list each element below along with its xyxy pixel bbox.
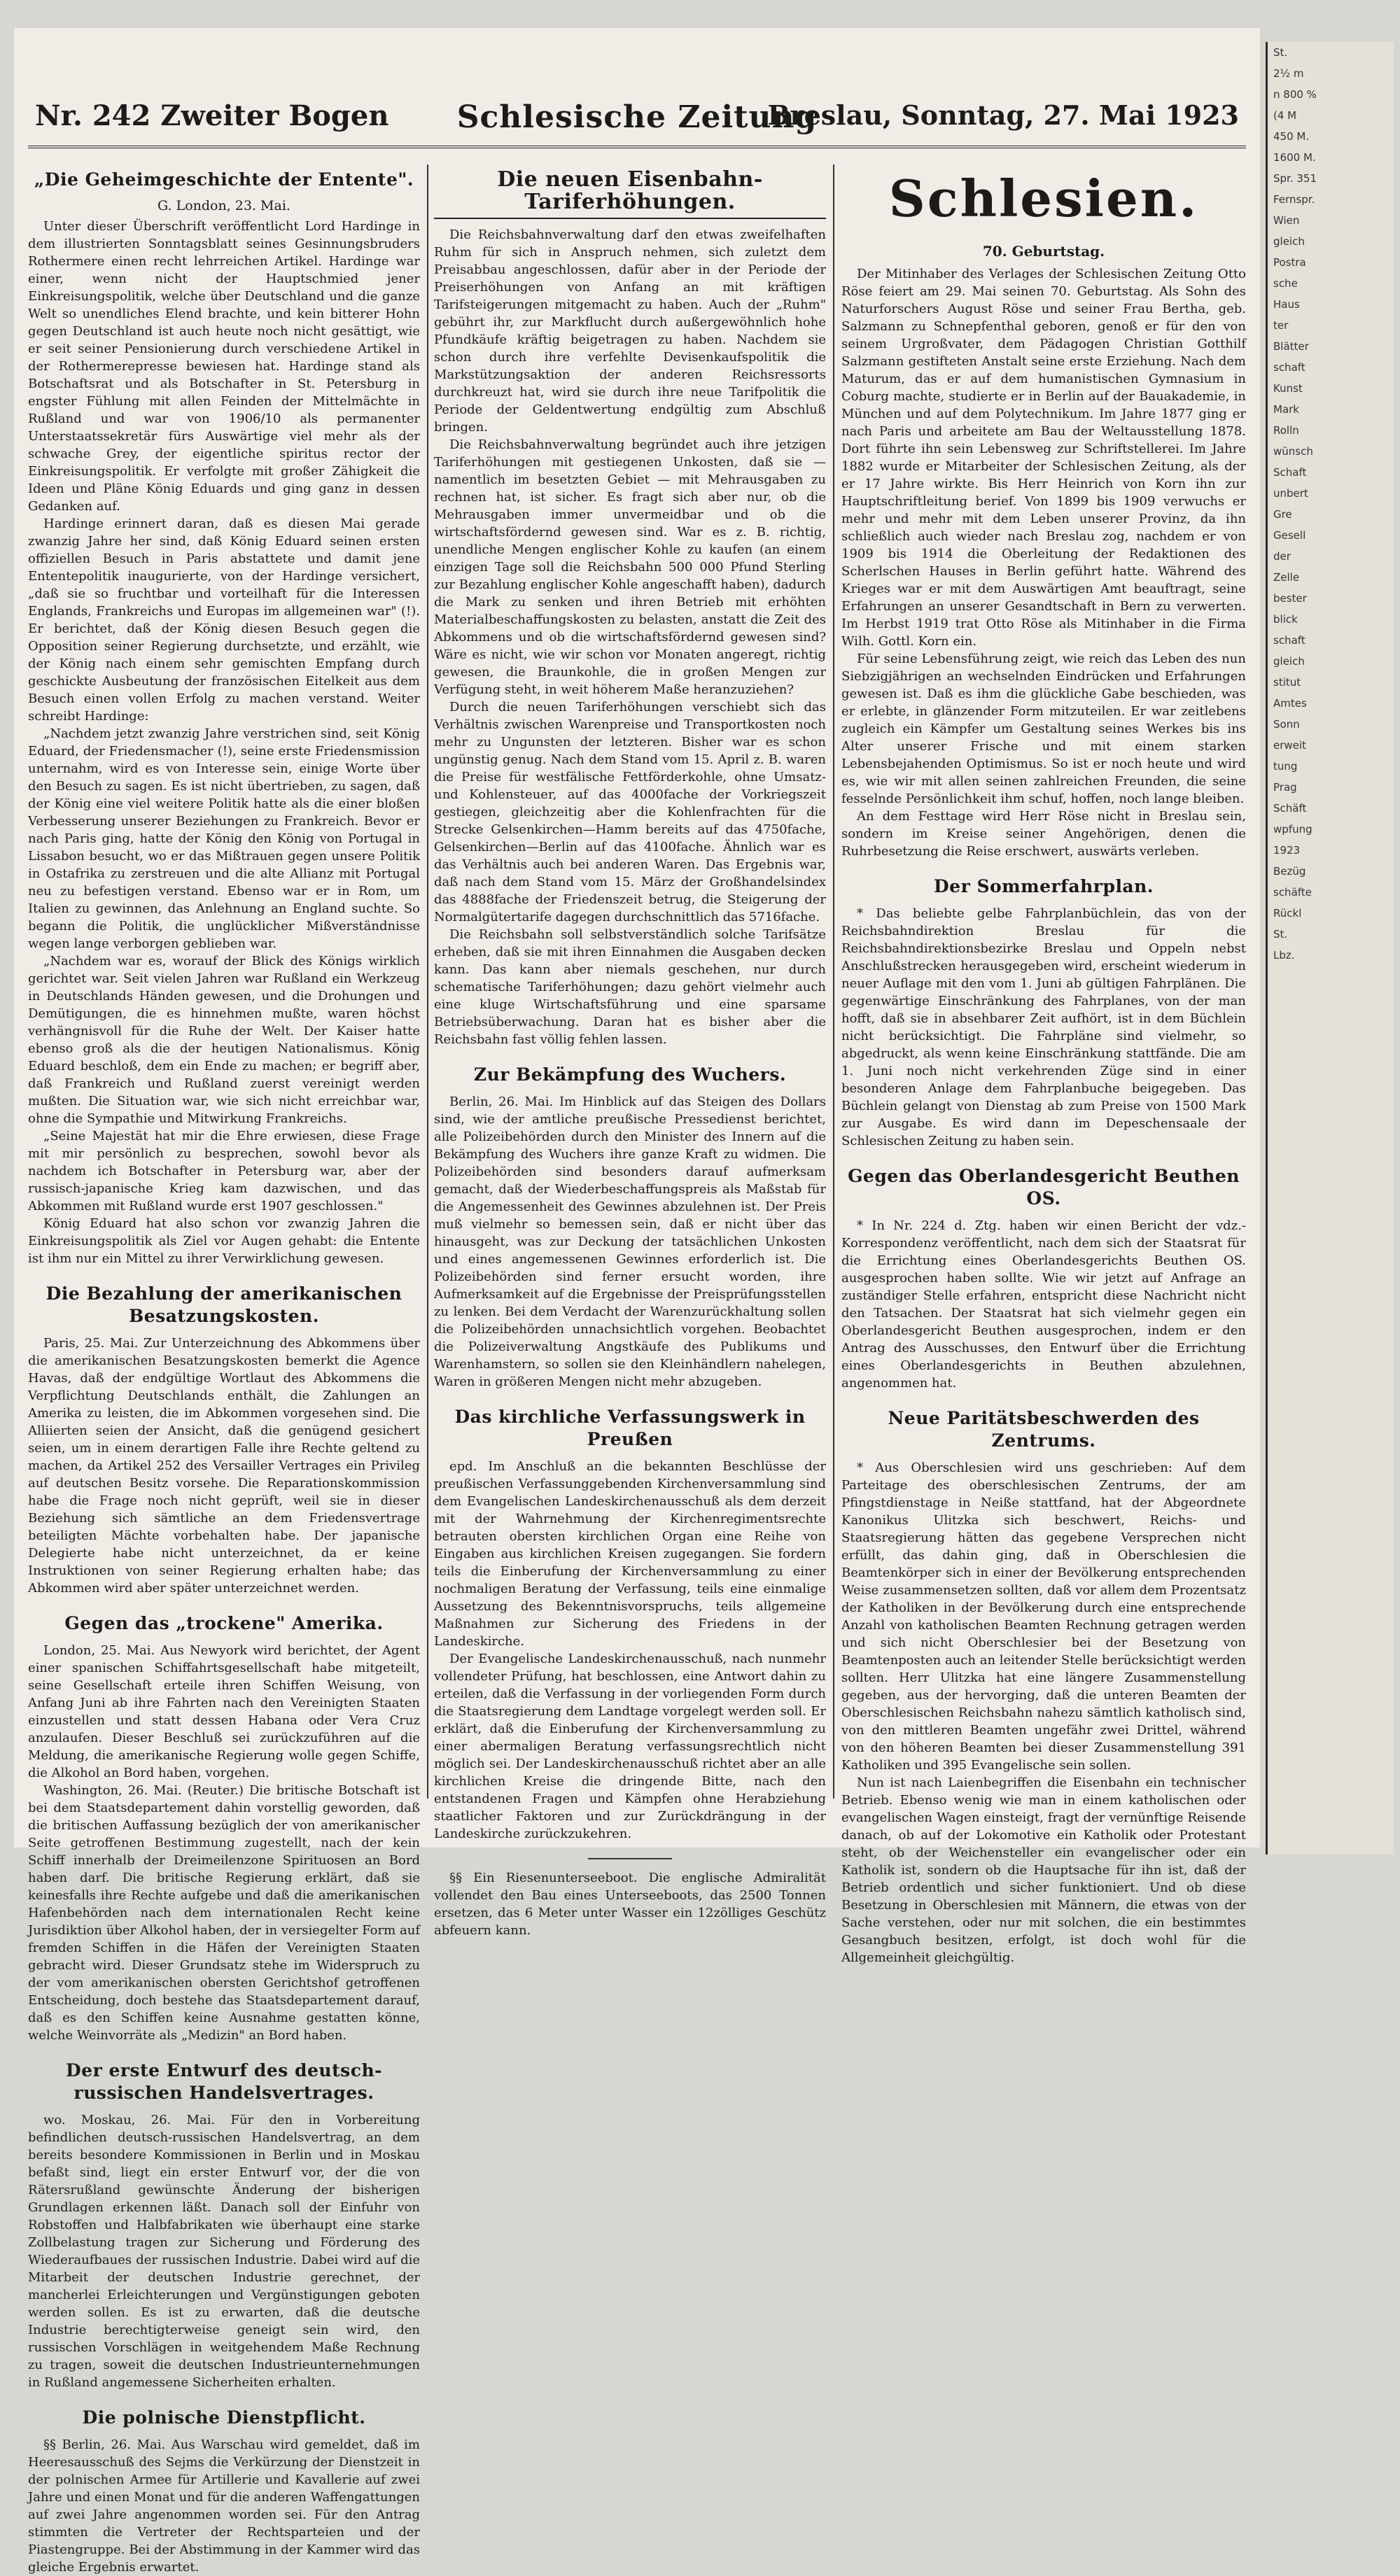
article-paragraph: epd. Im Anschluß an die bekannten Beschlüsse der preußischen Verfassunggebenden Kirchenversammlung sind dem Evangelischen Landeskirchenausschuß als dem derzeit mit der Wahrnehmung der Kirchenregimentsrechte betrauten obersten kirchlichen Organ eine Reihe von Eingaben aus kirchlichen Kreisen zugegangen. Sie fordern teils die Einberufung der Kirchenversammlung zu einer nochmaligen Beratung der Verfassung, teils eine einmalige Aussetzung des Bekenntnisvorspruchs, teils allgemeine Maßnahmen zur Sicherung des Friedens in der Landeskirche.: [434, 1459, 826, 1649]
edge-fragment: stitut: [1273, 676, 1301, 689]
edge-fragment: (4 M: [1273, 109, 1297, 122]
article-handelsvertrag: [28, 2060, 420, 2391]
column-3: [841, 164, 1246, 1965]
article-paragraph: Nun ist nach Laienbegriffen die Eisenbahn ein technischer Betrieb. Ebenso wenig wie man in einem katholischen oder evangelischen Wagen einsteigt, fragt der vernünftige Reisende danach, ob auf der Lokomotive ein Katholik oder Protestant steht, ob der Weichensteller ein evangelischer oder ein Katholik ist, sondern ob die Hauptsache für ihn ist, daß der Betrieb ordentlich und sicher funktioniert. Und ob diese Besetzung in Oberschlesien mit Männern, die etwas von der Sache verstehen, oder nur mit solchen, die ein bestimmtes Gesangbuch besitzen, erfolgt, ist doch wohl für die Allgemeinheit gleichgültig.: [841, 1775, 1246, 1965]
newspaper-title: Schlesische Zeitung: [456, 99, 818, 135]
masthead: [28, 90, 1246, 148]
edge-fragment: bester: [1273, 592, 1307, 605]
article-paragraph: „Nachdem jetzt zwanzig Jahre verstrichen sind, seit König Eduard, der Friedensmacher (!), seine erste Friedensmission unternahm, wird es von Interesse sein, einige Worte über den Besuch zu sagen. Es ist nicht übertrieben, zu sagen, daß der König eine viel weitere Politik hatte als die einer bloßen Verbesserung unserer Beziehungen zu Frankreich. Bevor er nach Paris ging, hatte der König den König von Portugal in Lissabon besucht, wo er das Mißtrauen gegen unsere Politik in Ostafrika zu zerstreuen und die alte Allianz mit Portugal neu zu befestigen verstand. Ebenso war er in Rom, um Italien zu gewinnen, das Anlehnung an England suchte. So begann die Politik, die unglücklicher Mißverständnisse wegen lange verborgen geblieben war.: [28, 726, 420, 951]
issue-number: Nr. 242 Zweiter Bogen: [35, 99, 389, 132]
edge-fragment: blick: [1273, 613, 1298, 626]
article-besatzungskosten: [28, 1283, 420, 1597]
article-paragraph: London, 25. Mai. Aus Newyork wird berichtet, der Agent einer spanischen Schiffahrtsgesellschaft habe mitgeteilt, seine Gesellschaft erteile ihren Schiffen Weisung, von Anfang Juni ab ihre Fahrten nach den Vereinigten Staaten einzustellen und statt dessen Habana oder Vera Cruz anzulaufen. Dieser Beschluß sei zurückzuführen auf die Meldung, die amerikanische Regierung wolle gegen Schiffe, die Alkohol an Bord haben, vorgehen.: [28, 1643, 420, 1780]
edge-fragment: 2½ m: [1273, 67, 1304, 80]
edge-fragment: Bezüg: [1273, 865, 1306, 878]
article-paragraph: * In Nr. 224 d. Ztg. haben wir einen Bericht der vdz.-Korrespondenz veröffentlicht, nach dem sich der Staatsrat für die Errichtung eines Oberlandesgerichts Beuthen OS. ausgesprochen haben sollte. Wie wir jetzt auf Anfrage an zuständiger Stelle erfahren, entspricht diese Nachricht nicht den Tatsachen. Der Staatsrat hat sich vielmehr gegen ein Oberlandesgericht Beuthen ausgesprochen, indem er den Antrag des Ausschusses, den Entwurf über die Errichtung eines Oberlandesgerichts in Beuthen abzulehnen, angenommen hat.: [841, 1218, 1246, 1391]
article-entente: [28, 169, 420, 1267]
edge-fragment: Schäft: [1273, 802, 1307, 815]
column-2: [434, 164, 826, 1938]
article-oberlandesgericht: [841, 1165, 1246, 1392]
edge-fragment: der: [1273, 550, 1291, 563]
article-paragraph: Berlin, 26. Mai. Im Hinblick auf das Steigen des Dollars sind, wie der amtliche preußische Pressedienst berichtet, alle Polizeibehörden durch den Minister des Innern auf die Bekämpfung des Wuchers ihre ganze Kraft zu widmen. Die Polizeibehörden sind besonders darauf aufmerksam gemacht, daß der Wiederbeschaffungspreis als Maßstab für die Angemessenheit des Gewinnes abzulehnen ist. Der Preis muß vielmehr so bemessen sein, daß er nicht über das hinausgeht, was zur Deckung der tatsächlichen Unkosten und eines angemessenen Gewinnes erforderlich ist. Die Polizeibehörden sind ferner ersucht worden, ihre Aufmerksamkeit auf die Ergebnisse der Preisprüfungsstellen zu lenken. Bei dem Verdacht der Warenzurückhaltung sollen die Polizeibehörden unnachsichtlich vorgehen. Beobachtet die Polizeiverwaltung Angstkäufe des Publikums und Warenhamstern, so sollen sie den Kleinhändlern nahelegen, Waren in größeren Mengen nicht mehr abzugeben.: [434, 1095, 826, 1389]
article-trockene-amerika: [28, 1612, 420, 2044]
article-heading: 70. Geburtstag.: [982, 243, 1105, 260]
edge-fragment: St.: [1273, 928, 1288, 941]
edge-fragment: Gre: [1273, 508, 1292, 521]
edge-fragment: schaft: [1273, 361, 1306, 374]
article-paragraph: Der Mitinhaber des Verlages der Schlesischen Zeitung Otto Röse feiert am 29. Mai seinen 70. Geburtstag. Als Sohn des Naturforschers August Röse und seiner Frau Bertha, geb. Salzmann zu Schnepfenthal geboren, genoß er für den von seinem Urgroßvater, dem Pädagogen Christian Gotthilf Salzmann gestifteten Anstalt seine erste Erziehung. Nach dem Maturum, das er auf dem humanistischen Gymnasium in Coburg machte, studierte er in Berlin auf der Bauakademie, in München und auf dem Polytechnikum. Im Jahre 1877 ging er nach Paris und arbeitete am Bau der Weltausstellung 1878. Dort führte ihn sein Lebensweg zur Schriftstellerei. Im Jahre 1882 wurde er Mitarbeiter der Schlesischen Zeitung, als der er 17 Jahre wirkte. Bis Herr Heinrich von Korn ihn zur Hauptschriftleitung berief. Von 1899 bis 1909 verwuchs er mehr und mehr mit dem Leben unserer Provinz, da ihn schließlich auch wieder nach Breslau zog, nachdem er von 1909 bis 1914 die Oberleitung der Redaktionen des Scherlschen Hauses in Berlin geführt hatte. Während des Krieges war er mit dem Auswärtigen Amt beauftragt, seine Erfahrungen an unserer Gesandtschaft in Bern zu verwerten. Im Herbst 1919 trat Otto Röse als Mitinhaber in die Firma Wilh. Gottl. Korn ein.: [841, 267, 1246, 649]
article-sommerfahrplan: [841, 875, 1246, 1150]
article-heading: Gegen das „trockene" Amerika.: [64, 1613, 384, 1633]
edge-fragment: St.: [1273, 46, 1288, 59]
edge-fragment: Rolln: [1273, 424, 1299, 437]
edge-fragment: Rückl: [1273, 907, 1302, 920]
article-paragraph: Paris, 25. Mai. Zur Unterzeichnung des Abkommens über die amerikanischen Besatzungskosten bemerkt die Agence Havas, daß der endgültige Wortlaut des Abkommens die Verpflichtung Deutschlands enthält, die Zahlungen an Amerika zu leisten, die im Abkommen vorgesehen sind. Die Alliierten seien der Ansicht, daß die genügend gesichert seien, um in einem derartigen Falle ihre Rechte geltend zu machen, da Artikel 252 des Versailler Vertrages ein Privileg auf deutschen Besitz vorsehe. Die Reparationskommission habe die Frage noch nicht geprüft, weil sie in dieser Beziehung sich sämtliche an dem Friedensvertrage beteiligten Mächte vorbehalten habe. Der japanische Delegierte habe nicht unterzeichnet, da er keine Instruktionen von seiner Regierung erhalten habe; das Abkommen wird aber später unterzeichnet werden.: [28, 1336, 420, 1596]
article-heading: Der Sommerfahrplan.: [933, 876, 1154, 896]
article-heading: Die polnische Dienstpflicht.: [82, 2407, 366, 2428]
article-paragraph: Die Reichsbahnverwaltung darf den etwas zweifelhaften Ruhm für sich in Anspruch nehmen, sich zuletzt dem Preisabbau angeschlossen, dafür aber in der Periode der Preiserhöhungen von Anfang an mit kräftigen Tarifsteigerungen mitgemacht zu haben. Auch der „Ruhm" gebührt ihr, zur Markflucht durch außergewöhnlich hohe Pfundkäufe kräftig beigetragen zu haben. Nachdem sie schon durch ihre verfehlte Devisenkaufspolitik die Markstützungsaktion der anderen Reichsressorts durchkreuzt hat, wird sie durch ihre neue Tarifpolitik die Periode der Geldentwertung endgültig zum Abschluß bringen.: [434, 227, 826, 435]
article-paragraph: Hardinge erinnert daran, daß es diesen Mai gerade zwanzig Jahre her sind, daß König Eduard seinen ersten offiziellen Besuch in Paris abstattete und damit jene Ententepolitik inaugurierte, von der Hardinge versichert, „daß sie so fruchtbar und vorteilhaft für die Interessen Englands, Frankreichs und Europas im allgemeinen war" (!). Er berichtet, daß der König diesen Besuch gegen die Opposition seiner Regierung durchsetzte, und erzählt, wie der König nach einem sehr gemischten Empfang durch geschickte Ausbeutung der französischen Eitelkeit aus dem Besuch einen vollen Erfolg zu machen verstand. Weiter schreibt Hardinge:: [28, 516, 420, 724]
edge-fragment: Wien: [1273, 214, 1300, 227]
edge-fragment: Postra: [1273, 256, 1306, 269]
edge-fragment: Amtes: [1273, 697, 1307, 710]
article-paritaetsbeschwerden: [841, 1407, 1246, 1966]
edge-fragment: wünsch: [1273, 445, 1313, 458]
edge-fragment: tung: [1273, 760, 1298, 773]
article-paragraph: §§ Ein Riesenunterseeboot. Die englische Admiralität vollendet den Bau eines Unterseeboots, das 2500 Tonnen ersetzen, das 6 Meter unter Wasser ein 12zölliges Geschütz abfeuern kann.: [434, 1871, 826, 1938]
article-heading: Neue Paritätsbeschwerden des Zentrums.: [888, 1408, 1200, 1451]
article-heading: Die neuen Eisenbahn-Tariferhöhungen.: [434, 169, 826, 219]
article-paragraph: * Aus Oberschlesien wird uns geschrieben: Auf dem Parteitage des oberschlesischen Zentrums, der am Pfingstdienstage in Neiße stattfand, hat der Abgeordnete Kanonikus Ulitzka sich beschwert, Reichs- und Staatsregierung hätten das gegebene Versprechen nicht erfüllt, das dahin ging, daß in Oberschlesien die Beamtenkörper sich in einer der Bevölkerung entsprechenden Weise zusammensetzen sollten, daß vor allem dem Prozentsatz der Katholiken in der Bevölkerung durch eine entsprechende Anzahl von katholischen Beamten Rechnung getragen werden und sich nicht Oberschlesier bei der Besetzung von Beamtenposten auch an leitender Stelle berücksichtigt werden sollten. Herr Ulitzka hat eine längere Zusammenstellung gegeben, aus der hervorging, daß die unteren Beamten der Oberschlesischen Reichsbahn nahezu sämtlich katholisch sind, von den mittleren Beamten ungefähr zwei Drittel, während von den höheren Beamten bei dieser Zusammenstellung 391 Katholiken und 395 Evangelische sein sollen.: [841, 1461, 1246, 1773]
article-paragraph: §§ Berlin, 26. Mai. Aus Warschau wird gemeldet, daß im Heeresausschuß des Sejms die Verkürzung der Dienstzeit in der polnischen Armee für Artillerie und Kavallerie auf zwei Jahre und einen Monat und für die anderen Waffengattungen auf zwei Jahre angenommen worden sei. Für den Antrag stimmten die Vertreter der Rechtsparteien und der Piastengruppe. Bei der Abstimmung in der Kammer wird das gleiche Ergebnis erwartet.: [28, 2437, 420, 2575]
article-wucher: [434, 1064, 826, 1391]
edge-fragment: Mark: [1273, 403, 1299, 416]
article-paragraph: Die Reichsbahnverwaltung begründet auch ihre jetzigen Tariferhöhungen mit gestiegenen Unkosten, daß sie — namentlich im besetzten Gebiet — mit Mehrausgaben zu rechnen hat, ist sicher. Es fragt sich aber nur, ob die Mehrausgaben immer unvermeidbar und ob die wirtschaftsfördernd gewesen sind. War es z. B. richtig, unendliche Mengen englischer Kohle zu kaufen (an einem einzigen Tage soll die Reichsbahn 500 000 Pfund Sterling zur Bezahlung englischer Kohle angeschafft haben), dadurch die Mark zu senken und ihren Betrieb mit erhöhten Materialbeschaffungskosten zu belasten, anstatt die Zeit des Abkommens und ob die wirtschaftsfördernd gewesen sind? Wäre es nicht, wie wir schon vor Monaten angeregt, richtig gewesen, die Braunkohle, die in großen Mengen zur Verfügung steht, in weit höherem Maße heranzuziehen?: [434, 437, 826, 697]
edge-fragment: 450 M.: [1273, 130, 1310, 143]
article-paragraph: „Nachdem war es, worauf der Blick des Königs wirklich gerichtet war. Seit vielen Jahren war Rußland ein Werkzeug in Deutschlands Händen gewesen, und die Drohungen und Demütigungen, die es hinnehmen mußte, waren höchst verhängnisvoll für die Ruhe der Welt. Der Kaiser hatte ebenso groß als die der heutigen Nationalismus. König Eduard beschloß, dem ein Ende zu machen; er begriff aber, daß Frankreich und Rußland zuerst vereinigt werden mußten. Die Situation war, wie sich nicht erreichbar war, ohne die Sympathie und Mitwirkung Frankreichs.: [28, 954, 420, 1126]
edge-fragment: erweit: [1273, 739, 1306, 752]
edge-fragment: Spr. 351: [1273, 172, 1317, 185]
article-dateline: G. London, 23. Mai.: [158, 198, 290, 213]
article-heading: „Die Geheimgeschichte der Entente".: [34, 169, 414, 190]
dateline: Breslau, Sonntag, 27. Mai 1923: [767, 99, 1239, 131]
article-heading: Der erste Entwurf des deutsch-russischen Handelsvertrages.: [66, 2060, 382, 2103]
article-heading: Gegen das Oberlandesgericht Beuthen OS.: [848, 1166, 1240, 1209]
article-heading: Die Bezahlung der amerikanischen Besatzungskosten.: [46, 1283, 402, 1326]
article-heading: Das kirchliche Verfassungswerk in Preußen: [454, 1407, 806, 1449]
article-unterseeboot: [434, 1869, 826, 1939]
article-paragraph: Unter dieser Überschrift veröffentlicht Lord Hardinge in dem illustrierten Sonntagsblatt seines Gesinnungsbruders Rothermere einen recht lehrreichen Artikel. Hardinge war einer, wenn nicht der Hauptschmied jener Einkreisungspolitik, welche über Deutschland und die ganze Welt so unendliches Elend brachte, und kein bitterer Hohn gegen Deutschland ist auch heute noch nicht gesättigt, wie er seit seiner Pensionierung durch verschiedene Artikel in der Rothermerepresse bewiesen hat. Hardinge stand als Botschaftsrat und als Botschafter in St. Petersburg in engster Fühlung mit allen Feinden der Mittelmächte in Rußland und war von 1906/10 als permanenter Unterstaatssekretär fürs Auswärtige viel mehr als der schwache Grey, der eigentliche spiritus rector der Einkreisungspolitik. Er verfolgte mit großer Zähigkeit die Ideen und Pläne König Eduards und ging ganz in dessen Gedanken auf.: [28, 219, 420, 514]
edge-fragment: sche: [1273, 277, 1298, 290]
edge-fragment: wpfung: [1273, 823, 1312, 836]
edge-fragment: Haus: [1273, 298, 1300, 311]
edge-fragment: ter: [1273, 319, 1289, 332]
article-paragraph: Durch die neuen Tariferhöhungen verschiebt sich das Verhältnis zwischen Warenpreise und Transportkosten noch mehr zu Ungunsten der letzteren. Bisher war es schon ungünstig genug. Nach dem Stand vom 15. April z. B. waren die Preise für westfälische Fettförderkohle, ohne Umsatz- und Kohlensteuer, auf das 4000fache der Vorkriegszeit gestiegen, gleichzeitig aber die Kohlenfrachten für die Strecke Gelsenkirchen—Hamm bereits auf das 4750fache, Gelsenkirchen—Berlin auf das 4100fache. Ähnlich war es das Verhältnis auch bei anderen Waren. Das Ergebnis war, daß nach dem Stand vom 15. März der Großhandelsindex das 4888fache der Friedenszeit betrug, die Steigerung der Normalgütertarife dagegen durchschnittlich das 5716fache.: [434, 700, 826, 924]
edge-fragment: gleich: [1273, 655, 1305, 668]
adjacent-page-edge: [1266, 42, 1394, 1854]
article-paragraph: An dem Festtage wird Herr Röse nicht in Breslau sein, sondern im Kreise seiner Angehörigen, denen die Ruhrbesetzung die Reise erschwert, auswärts verleben.: [841, 809, 1246, 859]
edge-fragment: Zelle: [1273, 571, 1300, 584]
edge-fragment: Kunst: [1273, 382, 1303, 395]
edge-fragment: Fernspr.: [1273, 193, 1315, 206]
edge-fragment: Blätter: [1273, 340, 1309, 353]
article-paragraph: Die Reichsbahn soll selbstverständlich solche Tarifsätze erheben, daß sie mit ihren Einnahmen die Ausgaben decken kann. Das kann aber niemals geschehen, nur durch schematische Tariferhöhungen; dazu gehört vielmehr auch eine kluge Wirtschaftsführung und eine sparsame Betriebsüberwachung. Daran hat es bisher aber die Reichsbahn fast völlig fehlen lassen.: [434, 927, 826, 1047]
newspaper-page: [14, 28, 1260, 2575]
edge-fragment: unbert: [1273, 487, 1308, 500]
article-geburtstag: [841, 243, 1246, 860]
divider: [588, 1858, 672, 1859]
article-eisenbahn-tarife: [434, 169, 826, 1048]
article-paragraph: „Seine Majestät hat mir die Ehre erwiesen, diese Frage mit mir persönlich zu besprechen, sowohl bevor als nachdem ich Botschafter in Petersburg war, aber der russisch-japanische Krieg kam dazwischen, und das Abkommen mit Rußland wurde erst 1907 geschlossen.": [28, 1129, 420, 1213]
edge-fragment: schaft: [1273, 634, 1306, 647]
edge-fragment: Lbz.: [1273, 949, 1295, 962]
edge-fragment: 1600 M.: [1273, 151, 1316, 164]
column-1: [28, 164, 420, 2575]
article-paragraph: Für seine Lebensführung zeigt, wie reich das Leben des nun Siebzigjährigen an wechselnden Eindrücken und Erfahrungen gewesen ist. Daß es ihm die glückliche Gabe beschieden, was er erlebte, in glänzender Form mitzuteilen. Er war zeitlebens zugleich ein Kämpfer um Gestaltung seines Werkes bis ins Alter unserer Frische und mit einem starken Lebensbejahenden Optimismus. So ist er noch heute und wird es, wie wir mit allen seinen zahlreichen Freunden, die seine fesselnde Persönlichkeit ihm schuf, hoffen, noch lange bleiben.: [841, 652, 1246, 806]
edge-fragment: Schaft: [1273, 466, 1307, 479]
edge-fragment: n 800 %: [1273, 88, 1317, 101]
article-paragraph: * Das beliebte gelbe Fahrplanbüchlein, das von der Reichsbahndirektion Breslau für die Reichsbahndirektionsbezirke Breslau und Oppeln nebst Anschlußstrecken herausgegeben wird, erscheint wiederum in neuer Auflage mit den vom 1. Juni ab gültigen Fahrplänen. Die gegenwärtige Einschränkung des Fahrplanes, von der man hofft, daß sie in absehbarer Zeit aufhört, ist in dem Büchlein nicht berücksichtigt. Die Fahrpläne sind vielmehr, so abgedruckt, als wenn keine Einschränkung stattfände. Die am 1. Juni noch nicht verkehrenden Züge sind in einer besonderen Anlage dem Fahrplanbuche beigegeben. Das Büchlein gelangt von Dienstag ab zum Preise von 1500 Mark zur Ausgabe. Es wird dann im Depeschensaale der Schlesischen Zeitung zu haben sein.: [841, 906, 1246, 1148]
column-rule: [427, 164, 428, 1799]
edge-fragment: Gesell: [1273, 529, 1306, 542]
article-dienstpflicht: [28, 2407, 420, 2576]
article-kirchliches-verfassungswerk: [434, 1406, 826, 1843]
article-paragraph: Der Evangelische Landeskirchenausschuß, nach nunmehr vollendeter Prüfung, hat beschlossen, eine Antwort dahin zu erteilen, daß die Verfassung in der vorliegenden Form durch die Staatsregierung dem Landtage vorgelegt werden soll. Er erklärt, daß die Einberufung der Kirchenversammlung zu einer abermaligen Beratung verfassungsrechtlich nicht möglich sei. Der Landeskirchenausschuß richtet aber an alle kirchlichen Kreise die dringende Bitte, nach den entstandenen Fragen und Kämpfen ohne Herabziehung staatlicher Faktoren und zur Zurückdrängung in der Landeskirche zurückzukehren.: [434, 1652, 826, 1841]
edge-fragment: gleich: [1273, 235, 1305, 248]
article-paragraph: wo. Moskau, 26. Mai. Für den in Vorbereitung befindlichen deutsch-russischen Handelsvertrag, an dem bereits besondere Kommissionen in Berlin und in Moskau befaßt sind, liegt ein erster Entwurf vor, der die von Rätersrußland gewünschte Änderung der bisherigen Grundlagen erkennen läßt. Danach soll der Einfuhr von Robstoffen und Halbfabrikaten wie überhaupt eine starke Zollbelastung tragen zur Sicherung und Förderung des Wiederaufbaues der russischen Industrie. Dabei wird auf die Mitarbeit der deutschen Industrie gerechnet, der mancherlei Erleichterungen und Vergünstigungen geboten werden sollen. Es ist zu erwarten, daß die deutsche Industrie berechtigterweise geneigt sein wird, den russischen Vorschlägen in weitgehendem Maße Rechnung zu tragen, soweit die deutschen Industrieunternehmungen in Rußland angemessene Sicherheiten erhalten.: [28, 2113, 420, 2390]
section-heading: Schlesien.: [888, 169, 1199, 228]
edge-fragment: 1923: [1273, 844, 1301, 857]
article-paragraph: König Eduard hat also schon vor zwanzig Jahren die Einkreisungspolitik als Ziel vor Augen gehabt: die Entente ist ihm nur ein Mittel zu ihrer Verwirklichung gewesen.: [28, 1216, 420, 1266]
article-paragraph: Washington, 26. Mai. (Reuter.) Die britische Botschaft ist bei dem Staatsdepartement dahin vorstellig geworden, daß die britischen Auffassung bezüglich der von amerikanischer Seite getroffenen Bestimmung zugestellt, nach der kein Schiff innerhalb der Dreimeilenzone Spirituosen an Bord haben darf. Die britische Regierung erklärt, daß sie keinesfalls ihre Rechte aufgebe und daß die amerikanischen Hafenbehörden nach dem internationalen Recht keine Jurisdiktion über Alkohol haben, der in versiegelter Form auf fremden Schiffen in die Häfen der Vereinigten Staaten gebracht wird. Dieser Grundsatz stehe im Widerspruch zu der vom amerikanischen obersten Gerichtshof getroffenen Entscheidung, doch bestehe das Staatsdepartement darauf, daß es den Schiffen keine Ausnahme gestatten könne, welche Weinvorräte als „Medizin" an Bord haben.: [28, 1783, 420, 2043]
edge-fragment: Sonn: [1273, 718, 1300, 731]
column-rule: [833, 164, 834, 1799]
edge-fragment: Prag: [1273, 781, 1297, 794]
article-heading: Zur Bekämpfung des Wuchers.: [473, 1064, 787, 1085]
edge-fragment: schäfte: [1273, 886, 1312, 899]
